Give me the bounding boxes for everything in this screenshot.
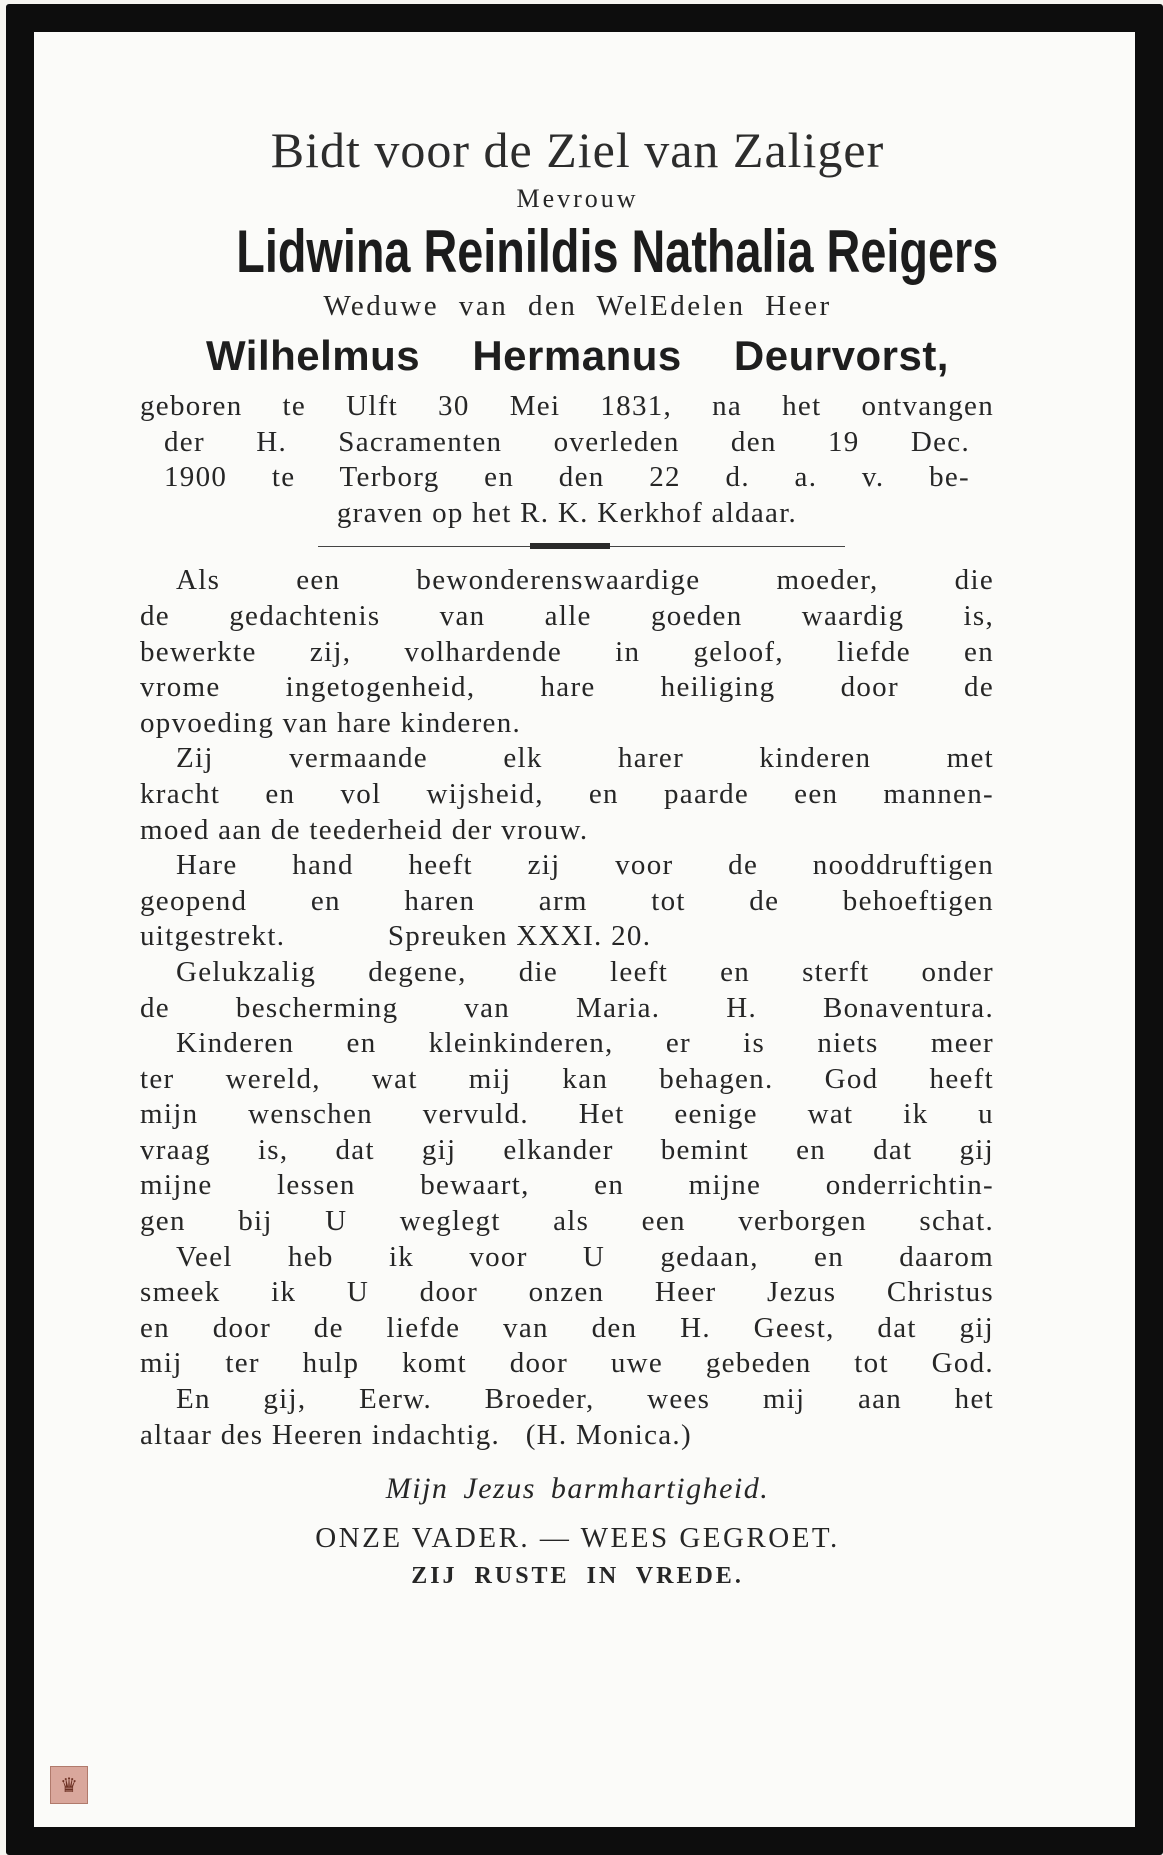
body-line: mijne lessen bewaart, en mijne onderrichtin-	[140, 1169, 994, 1202]
body-line: gen bij U weglegt als een verborgen schat.	[140, 1205, 994, 1238]
body-line: Als een bewonderenswaardige moeder, die	[176, 564, 994, 597]
birth-line: graven op het R. K. Kerkhof aldaar.	[336, 496, 798, 529]
relation-line: Weduwe van den WelEdelen Heer	[323, 290, 832, 322]
deceased-name: Lidwina Reinildis Nathalia Reigers	[236, 218, 999, 285]
rest-in-peace: ZIJ RUSTE IN VREDE.	[411, 1563, 744, 1590]
prayer-line: Mijn Jezus barmhartigheid.	[385, 1472, 770, 1506]
card-content	[140, 120, 1015, 1590]
body-line: Hare hand heeft zij voor de nooddruftigen	[176, 849, 994, 882]
body-line: de bescherming van Maria. H. Bonaventura.	[140, 991, 994, 1024]
birth-line: geboren te Ulft 30 Mei 1831, na het ontvangen	[140, 390, 994, 422]
body-line: Veel heb ik voor U gedaan, en daarom	[176, 1240, 994, 1273]
body-line: bewerkte zij, volhardende in geloof, liefde en	[140, 635, 994, 668]
heading: Bidt voor de Ziel van Zaliger	[270, 122, 885, 178]
birth-death-details	[140, 389, 994, 531]
husband-name: Wilhelmus Hermanus Deurvorst,	[206, 332, 949, 379]
body-line: vraag is, dat gij elkander bemint en dat gij	[140, 1133, 994, 1166]
body-line: ter wereld, wat mij kan behagen. God heeft	[140, 1062, 994, 1095]
body-line: en door de liefde van den H. Geest, dat gij	[140, 1311, 994, 1344]
body-line: de gedachtenis van alle goeden waardig is,	[140, 599, 994, 632]
birth-line: 1900 te Terborg en den 22 d. a. v. be-	[164, 461, 970, 494]
watermark-stamp-icon: ♛	[50, 1766, 88, 1804]
body-line: Zij vermaande elk harer kinderen met	[176, 742, 994, 775]
closing-prayers: ONZE VADER. — WEES GEGROET.	[315, 1522, 840, 1555]
body-line: Gelukzalig degene, die leeft en sterft onder	[176, 955, 994, 988]
body-line: moed aan de teederheid der vrouw.	[140, 813, 589, 846]
divider-ornament	[530, 543, 610, 549]
body-line: mij ter hulp komt door uwe gebeden tot God.	[140, 1347, 994, 1380]
body-line: uitgestrekt. Spreuken XXXI. 20.	[140, 920, 652, 953]
body-line: smeek ik U door onzen Heer Jezus Christus	[140, 1276, 994, 1309]
body-line: En gij, Eerw. Broeder, wees mij aan het	[176, 1383, 994, 1416]
eulogy-text	[140, 563, 994, 1453]
body-line: mijn wenschen vervuld. Het eenige wat ik u	[140, 1098, 994, 1131]
body-line: geopend en haren arm tot de behoeftigen	[140, 884, 994, 917]
birth-line: der H. Sacramenten overleden den 19 Dec.	[164, 425, 970, 458]
body-line: vrome ingetogenheid, hare heiliging door de	[140, 671, 994, 704]
body-line: kracht en vol wijsheid, en paarde een mannen-	[140, 777, 994, 810]
ornamental-divider	[140, 531, 1015, 561]
body-line: altaar des Heeren indachtig. (H. Monica.)	[140, 1418, 692, 1451]
body-line: opvoeding van hare kinderen.	[140, 706, 522, 739]
body-line: Kinderen en kleinkinderen, er is niets meer	[176, 1027, 994, 1060]
title-prefix: Mevrouw	[516, 184, 639, 213]
